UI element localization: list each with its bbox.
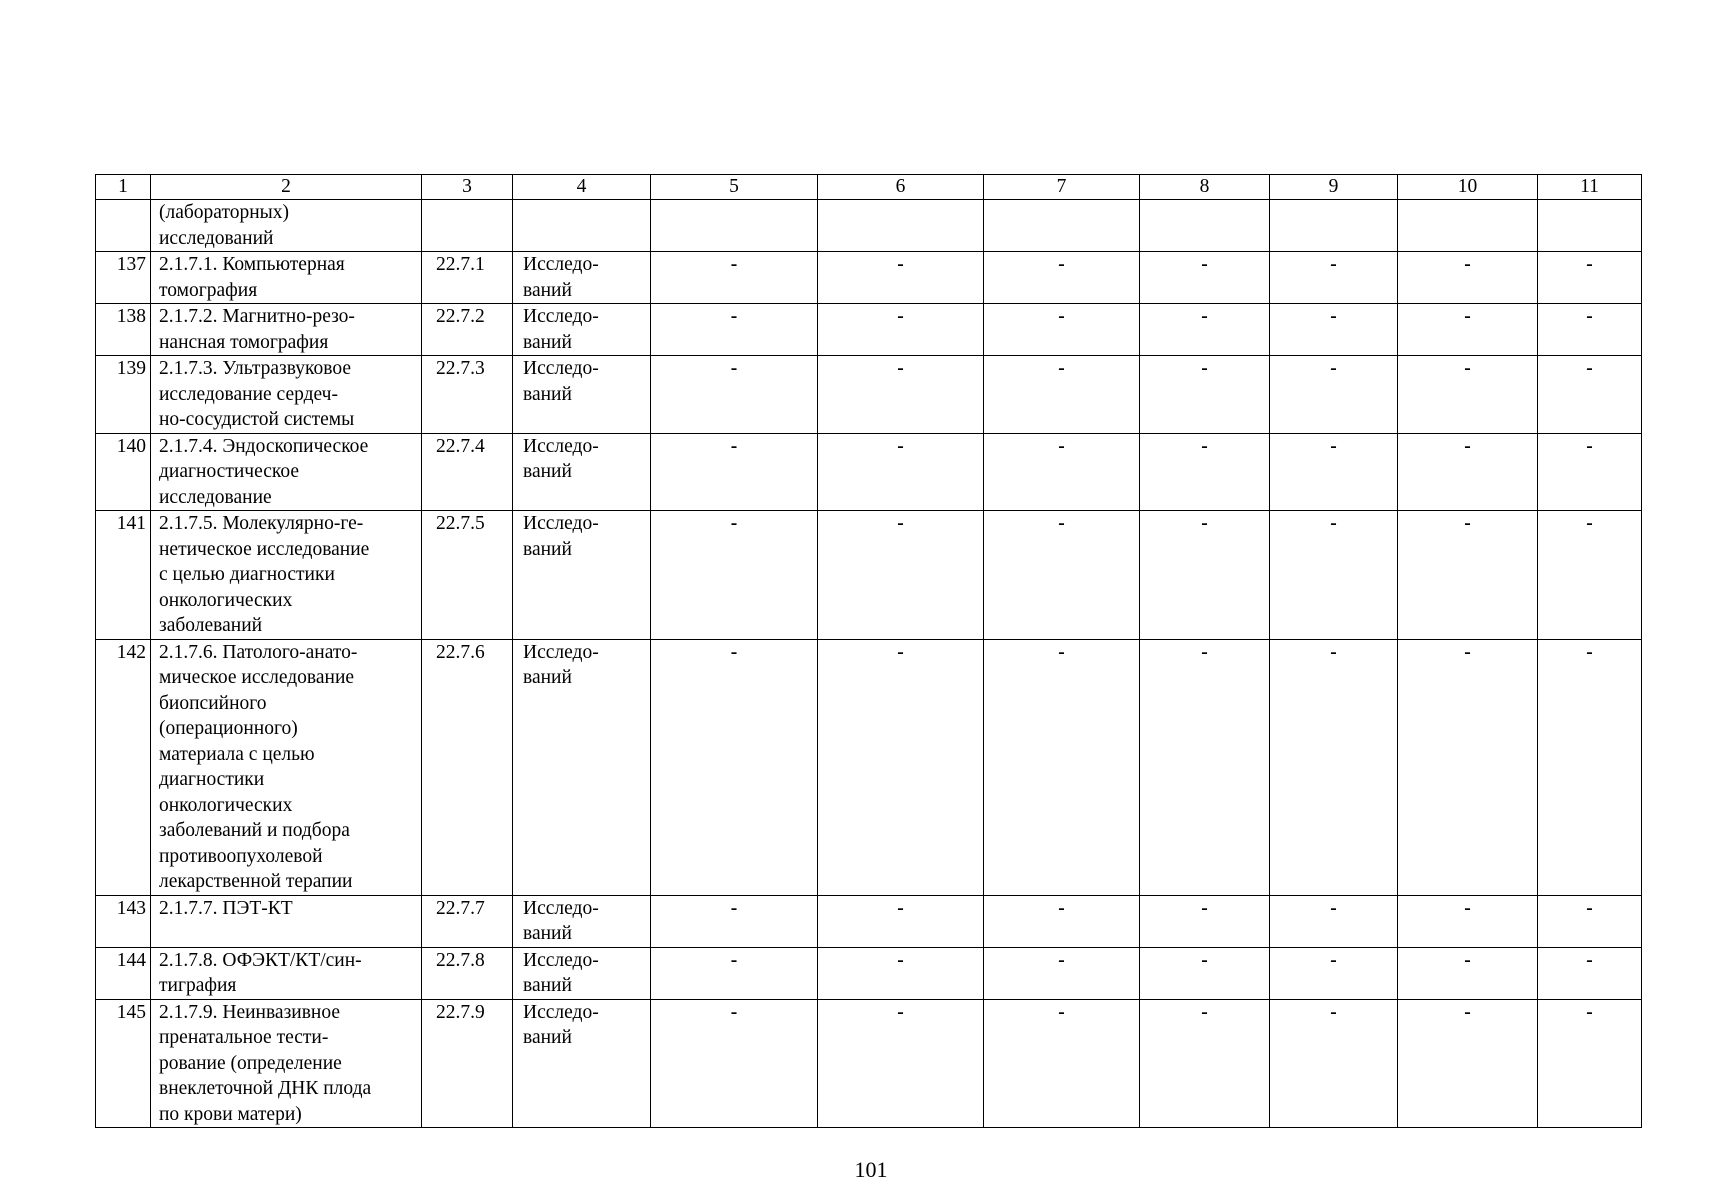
- value-cell: -: [1398, 356, 1538, 434]
- table-row: [96, 999, 1642, 1128]
- table-row: [96, 356, 1642, 434]
- row-number-cell: 139: [96, 356, 151, 434]
- row-name-cell: 2.1.7.5. Молекулярно-ге- нетическое исследование с целью диагностики онкологических заболеваний: [151, 511, 422, 640]
- value-cell: -: [1140, 433, 1270, 511]
- value-cell: -: [651, 999, 818, 1128]
- row-number-cell: 145: [96, 999, 151, 1128]
- table-row: [96, 947, 1642, 999]
- value-cell: -: [818, 947, 984, 999]
- value-cell: -: [984, 895, 1140, 947]
- value-cell: -: [1538, 895, 1642, 947]
- value-cell: -: [984, 433, 1140, 511]
- row-number-cell: 142: [96, 639, 151, 895]
- row-number-cell: 144: [96, 947, 151, 999]
- value-cell: -: [651, 947, 818, 999]
- value-cell: -: [1270, 639, 1398, 895]
- value-cell: -: [1398, 511, 1538, 640]
- row-name-cell: 2.1.7.1. Компьютерная томография: [151, 252, 422, 304]
- value-cell: -: [1270, 433, 1398, 511]
- value-cell: -: [651, 511, 818, 640]
- column-number: 10: [1398, 175, 1538, 200]
- row-number-cell: 137: [96, 252, 151, 304]
- row-code-cell: 22.7.8: [422, 947, 513, 999]
- column-number: 9: [1270, 175, 1398, 200]
- value-cell: -: [1538, 252, 1642, 304]
- column-number-row: [96, 175, 1642, 200]
- value-cell: -: [1538, 356, 1642, 434]
- value-cell: -: [818, 999, 984, 1128]
- value-cell: -: [818, 895, 984, 947]
- value-cell: -: [1270, 895, 1398, 947]
- value-cell: -: [1538, 304, 1642, 356]
- table-row: [96, 895, 1642, 947]
- row-unit-cell: Исследо- ваний: [513, 895, 651, 947]
- value-cell: -: [1140, 999, 1270, 1128]
- value-cell: -: [1538, 511, 1642, 640]
- value-cell: -: [1270, 999, 1398, 1128]
- table-row: [96, 252, 1642, 304]
- value-cell: -: [651, 304, 818, 356]
- value-cell: -: [651, 252, 818, 304]
- row-unit-cell: Исследо- ваний: [513, 356, 651, 434]
- row-unit-cell: Исследо- ваний: [513, 947, 651, 999]
- value-cell: -: [1538, 999, 1642, 1128]
- value-cell: -: [1398, 999, 1538, 1128]
- table-row: [96, 433, 1642, 511]
- value-cell: -: [1398, 252, 1538, 304]
- row-code-cell: 22.7.5: [422, 511, 513, 640]
- row-unit-cell: Исследо- ваний: [513, 433, 651, 511]
- row-unit-cell: Исследо- ваний: [513, 252, 651, 304]
- table-body: [96, 175, 1642, 1128]
- row-name-cell: 2.1.7.6. Патолого-анато- мическое исследование биопсийного (операционного) материала с целью диагностики онкологических заболеваний и подбора противоопухолевой лекарственной терапии: [151, 639, 422, 895]
- value-cell: -: [1398, 947, 1538, 999]
- value-cell: -: [1140, 639, 1270, 895]
- value-cell: -: [1140, 511, 1270, 640]
- row-code-cell: 22.7.3: [422, 356, 513, 434]
- column-number: 7: [984, 175, 1140, 200]
- value-cell: [651, 200, 818, 252]
- value-cell: -: [984, 511, 1140, 640]
- row-number-cell: 140: [96, 433, 151, 511]
- value-cell: -: [818, 304, 984, 356]
- value-cell: [1398, 200, 1538, 252]
- row-name-cell: 2.1.7.8. ОФЭКТ/КТ/син- тиграфия: [151, 947, 422, 999]
- value-cell: [818, 200, 984, 252]
- value-cell: -: [651, 895, 818, 947]
- table-row: [96, 511, 1642, 640]
- column-number: 8: [1140, 175, 1270, 200]
- value-cell: -: [651, 639, 818, 895]
- row-number-cell: 138: [96, 304, 151, 356]
- row-name-cell: 2.1.7.9. Неинвазивное пренатальное тести- рование (определение внеклеточной ДНК плода по крови матери): [151, 999, 422, 1128]
- row-name-cell: (лабораторных) исследований: [151, 200, 422, 252]
- column-number: 5: [651, 175, 818, 200]
- value-cell: -: [1270, 511, 1398, 640]
- value-cell: -: [651, 356, 818, 434]
- column-number: 6: [818, 175, 984, 200]
- value-cell: -: [1270, 947, 1398, 999]
- row-number-cell: 143: [96, 895, 151, 947]
- value-cell: -: [1538, 433, 1642, 511]
- value-cell: -: [1140, 252, 1270, 304]
- row-unit-cell: Исследо- ваний: [513, 639, 651, 895]
- column-number: 1: [96, 175, 151, 200]
- value-cell: -: [1538, 639, 1642, 895]
- row-number-cell: [96, 200, 151, 252]
- continuation-row: [96, 200, 1642, 252]
- column-number: 3: [422, 175, 513, 200]
- value-cell: -: [818, 639, 984, 895]
- value-cell: [1538, 200, 1642, 252]
- column-number: 11: [1538, 175, 1642, 200]
- value-cell: -: [818, 433, 984, 511]
- value-cell: -: [1398, 433, 1538, 511]
- value-cell: -: [818, 511, 984, 640]
- value-cell: -: [1270, 356, 1398, 434]
- row-code-cell: 22.7.6: [422, 639, 513, 895]
- value-cell: -: [1140, 895, 1270, 947]
- row-code-cell: 22.7.4: [422, 433, 513, 511]
- row-unit-cell: Исследо- ваний: [513, 511, 651, 640]
- column-number: 4: [513, 175, 651, 200]
- row-name-cell: 2.1.7.3. Ультразвуковое исследование сердеч- но-сосудистой системы: [151, 356, 422, 434]
- row-name-cell: 2.1.7.4. Эндоскопическое диагностическое исследование: [151, 433, 422, 511]
- row-name-cell: 2.1.7.7. ПЭТ-КТ: [151, 895, 422, 947]
- row-code-cell: 22.7.9: [422, 999, 513, 1128]
- value-cell: -: [1270, 304, 1398, 356]
- value-cell: -: [1140, 356, 1270, 434]
- value-cell: -: [1398, 304, 1538, 356]
- table-row: [96, 639, 1642, 895]
- row-unit-cell: Исследо- ваний: [513, 304, 651, 356]
- row-unit-cell: [513, 200, 651, 252]
- value-cell: -: [1140, 304, 1270, 356]
- value-cell: [1140, 200, 1270, 252]
- value-cell: [1270, 200, 1398, 252]
- value-cell: -: [651, 433, 818, 511]
- row-code-cell: 22.7.7: [422, 895, 513, 947]
- value-cell: -: [818, 252, 984, 304]
- value-cell: -: [984, 999, 1140, 1128]
- value-cell: [984, 200, 1140, 252]
- value-cell: -: [984, 252, 1140, 304]
- page-number: 101: [854, 1157, 888, 1182]
- row-code-cell: 22.7.2: [422, 304, 513, 356]
- row-name-cell: 2.1.7.2. Магнитно-резо- нансная томография: [151, 304, 422, 356]
- row-number-cell: 141: [96, 511, 151, 640]
- value-cell: -: [1398, 895, 1538, 947]
- row-unit-cell: Исследо- ваний: [513, 999, 651, 1128]
- value-cell: -: [984, 639, 1140, 895]
- value-cell: -: [1398, 639, 1538, 895]
- value-cell: -: [818, 356, 984, 434]
- value-cell: -: [984, 304, 1140, 356]
- row-code-cell: 22.7.1: [422, 252, 513, 304]
- column-number: 2: [151, 175, 422, 200]
- data-table: [95, 174, 1642, 1128]
- row-code-cell: [422, 200, 513, 252]
- value-cell: -: [984, 947, 1140, 999]
- value-cell: -: [1140, 947, 1270, 999]
- table-row: [96, 304, 1642, 356]
- value-cell: -: [984, 356, 1140, 434]
- value-cell: -: [1538, 947, 1642, 999]
- value-cell: -: [1270, 252, 1398, 304]
